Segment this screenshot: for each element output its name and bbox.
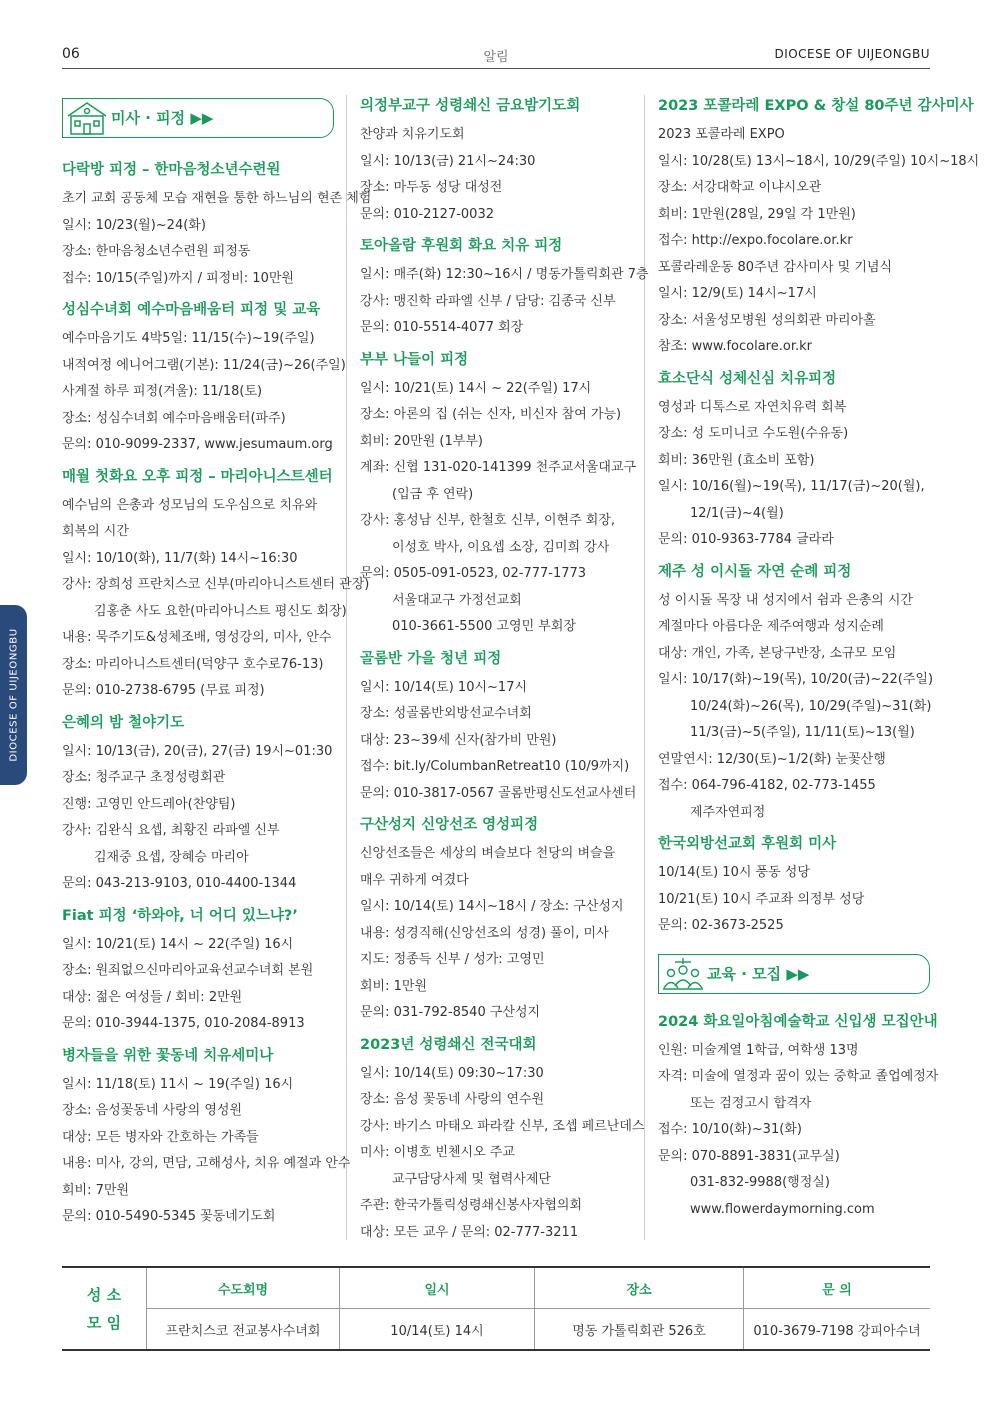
column-divider <box>346 95 347 1240</box>
col3-blocks-2 <box>658 1012 939 1224</box>
article-line: 일시: 10/16(월)~19(목), 11/17(금)~20(월), <box>658 479 925 494</box>
article-line: 찬양과 치유기도회 <box>360 127 465 142</box>
article-line: 회비: 7만원 <box>62 1182 130 1198</box>
article-line: 계좌: 신협 131-020-141399 천주교서울대교구 <box>360 460 637 475</box>
article-line: 인원: 미술계열 1학급, 여학생 13명 <box>658 1042 859 1058</box>
article-line: 회비: 20만원 (1부부) <box>360 433 483 449</box>
article-line: 내용: 묵주기도&성체조배, 영성강의, 미사, 안수 <box>62 630 332 645</box>
article-line: 일시: 10/13(금), 20(금), 27(금) 19시~01:30 <box>62 743 333 759</box>
article-line: 문의: 010-9363-7784 글라라 <box>658 532 834 547</box>
article-line: 접수: 10/10(화)~31(화) <box>658 1122 802 1137</box>
diocese-name: DIOCESE OF UIJEONGBU <box>774 47 930 61</box>
article-line: 장소: 음성꽃동네 사랑의 영성원 <box>62 1103 243 1118</box>
banner-label: 교육 · 모집 ▶▶ <box>707 964 810 983</box>
article-line: www.flowerdaymorning.com <box>690 1201 875 1217</box>
article-title: 골롬반 가을 청년 피정 <box>360 650 502 667</box>
article-title: 성심수녀회 예수마음배움터 피정 및 교육 <box>62 302 321 318</box>
article-line: 일시: 10/14(토) 14시~18시 / 장소: 구산성지 <box>360 899 624 914</box>
article-title: 병자들을 위한 꽃동네 치유세미나 <box>62 1047 274 1064</box>
banner-label: 미사 · 피정 ▶▶ <box>111 109 214 127</box>
article-line: 접수: bit.ly/ColumbanRetreat10 (10/9까지) <box>360 759 630 774</box>
article-line: 장소: 마두동 성당 대성전 <box>360 180 503 195</box>
article-line: 강사: 홍성남 신부, 한철호 신부, 이현주 회장, <box>360 513 616 528</box>
article-line: 12/1(금)~4(월) <box>690 505 784 521</box>
article-line: 사계절 하루 피정(겨울): 11/18(토) <box>62 384 263 399</box>
article-line: 10/24(화)~26(목), 10/29(주일)~31(화) <box>690 698 932 714</box>
article-line: 신앙선조들은 세상의 벼슬보다 천당의 벼슬을 <box>360 846 616 861</box>
article-line: 장소: 성 도미니코 수도원(수유동) <box>658 426 849 441</box>
article-line: 10/21(토) 10시 주교좌 의정부 성당 <box>658 891 865 907</box>
article-line: 또는 검정고시 합격자 <box>690 1095 812 1111</box>
article-line: 김홍춘 사도 요한(마리아니스트 평신도 회장) <box>94 603 347 619</box>
column-left <box>62 88 372 1231</box>
article-title: 은혜의 밤 철야기도 <box>62 714 185 731</box>
article-line: 진행: 고영민 안드레아(찬양팀) <box>62 796 236 812</box>
article-line: 내용: 성경직해(신앙선조의 성경) 풀이, 미사 <box>360 925 609 941</box>
article-line: 문의: 010-5514-4077 회장 <box>360 320 524 335</box>
article-line: 장소: 원죄없으신마리아교육선교수녀회 본원 <box>62 963 314 978</box>
header-contact: 문 의 <box>744 1267 931 1309</box>
article-title: 한국외방선교회 후원회 미사 <box>658 836 837 852</box>
column-right <box>658 88 980 1223</box>
article-line: 장소: 음성 꽃동네 사랑의 연수원 <box>360 1092 545 1107</box>
article-title: 2023 포콜라레 EXPO & 창설 80주년 감사미사 <box>658 98 974 114</box>
article-line: 장소: 성골롬반외방선교수녀회 <box>360 706 532 721</box>
article-line: 대상: 개인, 가족, 본당구반장, 소규모 모임 <box>658 645 897 661</box>
article-line: 문의: 031-792-8540 구산성지 <box>360 1005 541 1020</box>
article-line: 문의: 0505-091-0523, 02-777-1773 <box>360 566 587 581</box>
article-line: 접수: http://expo.focolare.or.kr <box>658 233 853 248</box>
article-line: 문의: 02-3673-2525 <box>658 918 784 933</box>
article-line: 대상: 모든 교우 / 문의: 02-777-3211 <box>360 1224 579 1240</box>
article-line: 포콜라레운동 80주년 감사미사 및 기념식 <box>658 259 892 275</box>
article-line: 이성호 박사, 이요셉 소장, 김미희 강사 <box>392 539 610 555</box>
page-number: 06 <box>62 46 80 62</box>
article-line: 접수: 064-796-4182, 02-773-1455 <box>658 778 876 793</box>
article-line: 회비: 1만원 <box>360 978 428 994</box>
article-line: 회복의 시간 <box>62 524 129 539</box>
article-line: 내적여정 에니어그램(기본): 11/24(금)~26(주일) <box>62 357 346 373</box>
side-tab <box>0 605 27 785</box>
article-line: 예수님의 은총과 성모님의 도우심으로 치유와 <box>62 497 318 513</box>
banner-mass-retreat <box>62 98 334 138</box>
article-line: 회비: 36만원 (효소비 포함) <box>658 452 815 468</box>
article-line: 접수: 10/15(주일)까지 / 피정비: 10만원 <box>62 270 294 286</box>
article-line: 문의: 010-3944-1375, 010-2084-8913 <box>62 1016 305 1031</box>
article-line: 장소: 서울성모병원 성의회관 마리아홀 <box>658 312 876 328</box>
article-title: 제주 성 이시돌 자연 순례 피정 <box>658 563 852 580</box>
article-line: 지도: 정종득 신부 / 성가: 고영민 <box>360 952 545 967</box>
article-title: 효소단식 성체신심 치유피정 <box>658 370 837 387</box>
article-line: 강사: 맹진학 라파엘 신부 / 담당: 김종국 신부 <box>360 293 616 309</box>
article-title: 의정부교구 성령쇄신 금요밤기도회 <box>360 98 581 114</box>
article-line: 내용: 미사, 강의, 면담, 고해성사, 치유 예절과 안수 <box>62 1156 351 1171</box>
article-line: 대상: 23~39세 신자(참가비 만원) <box>360 732 557 748</box>
article-line: 영성과 디톡스로 자연치유력 회복 <box>658 399 847 415</box>
article-line: 문의: 010-5490-5345 꽃동네기도회 <box>62 1209 276 1224</box>
article-line: 서울대교구 가정선교회 <box>392 592 522 608</box>
article-title: 구산성지 신앙선조 영성피정 <box>360 817 539 833</box>
col2-blocks <box>360 96 649 1246</box>
article-line: 성 이시돌 목장 내 성지에서 쉼과 은총의 시간 <box>658 592 913 608</box>
table-row <box>62 1309 930 1351</box>
col1-blocks <box>62 160 372 1231</box>
article-line: 11/3(금)~5(주일), 11/11(토)~13(월) <box>690 725 915 740</box>
article-line: 제주자연피정 <box>690 804 766 820</box>
article-line: 강사: 장희성 프란치스코 신부(마리아니스트센터 관장) <box>62 577 370 592</box>
section-title: 알림 <box>483 50 509 65</box>
article-line: 031-832-9988(행정실) <box>690 1175 830 1190</box>
article-line: 장소: 서강대학교 이냐시오관 <box>658 180 822 195</box>
article-title: Fiat 피정 ‘하와야, 너 어디 있느냐?’ <box>62 907 298 924</box>
article-line: 장소: 한마음청소년수련원 피정동 <box>62 244 251 259</box>
article-line: 문의: 010-2738-6795 (무료 피정) <box>62 683 265 698</box>
article-line: 계절마다 아름다운 제주여행과 성지순례 <box>658 619 884 634</box>
article-line: 문의: 010-3817-0567 골롬반평신도선교사센터 <box>360 785 637 801</box>
cell-contact: 010-3679-7198 강피아수녀 <box>744 1309 931 1351</box>
cell-datetime: 10/14(토) 14시 <box>340 1309 535 1351</box>
article-line: 010-3661-5500 고영민 부회장 <box>392 619 576 634</box>
article-line: 일시: 10/23(월)~24(화) <box>62 217 206 233</box>
article-line: 자격: 미술에 열정과 꿈이 있는 중학교 졸업예정자 <box>658 1069 939 1084</box>
article-line: 일시: 10/17(화)~19(목), 10/20(금)~22(주일) <box>658 672 934 687</box>
row-label-line: 성 소 <box>86 1285 122 1304</box>
article-line: 문의: 070-8891-3831(교무실) <box>658 1148 840 1164</box>
article-line: 일시: 10/10(화), 11/7(화) 14시~16:30 <box>62 550 298 566</box>
article-title: 다락방 피정 – 한마음청소년수련원 <box>62 162 281 178</box>
table-header-row <box>62 1267 930 1309</box>
article-line: 미사: 이병호 빈첸시오 주교 <box>360 1145 515 1160</box>
article-title: 2023년 성령쇄신 전국대회 <box>360 1036 537 1053</box>
article-line: 강사: 김완식 요셉, 최황진 라파엘 신부 <box>62 823 280 838</box>
article-line: 김재중 요셉, 장혜승 마리아 <box>94 849 249 865</box>
article-line: 문의: 043-213-9103, 010-4400-1344 <box>62 876 297 891</box>
article-line: (입금 후 연락) <box>392 486 474 502</box>
column-middle <box>360 88 649 1246</box>
article-line: 회비: 1만원(28일, 29일 각 1만원) <box>658 206 856 222</box>
article-title: 2024 화요일아침예술학교 신입생 모집안내 <box>658 1013 938 1030</box>
article-line: 일시: 10/13(금) 21시~24:30 <box>360 153 536 169</box>
article-line: 일시: 11/18(토) 11시 ~ 19(주일) 16시 <box>62 1076 294 1092</box>
article-title: 매월 첫화요 오후 피정 – 마리아니스트센터 <box>62 468 333 485</box>
article-line: 10/14(토) 10시 풍동 성당 <box>658 865 810 880</box>
article-line: 강사: 바기스 마태오 파라칼 신부, 조셉 페르난데스 <box>360 1118 645 1134</box>
page-header <box>62 40 930 69</box>
article-line: 매우 귀하게 여겼다 <box>360 872 469 888</box>
article-line: 문의: 010-9099-2337, www.jesumaum.org <box>62 437 333 452</box>
article-line: 주관: 한국가톨릭성령쇄신봉사자협의회 <box>360 1198 582 1213</box>
row-label-line: 모 임 <box>86 1313 122 1332</box>
article-line: 대상: 모든 병자와 간호하는 가족들 <box>62 1129 259 1145</box>
article-line: 연말연시: 12/30(토)~1/2(화) 눈꽃산행 <box>658 751 886 767</box>
article-line: 일시: 매주(화) 12:30~16시 / 명동가톨릭회관 7층 <box>360 267 649 282</box>
article-line: 대상: 젊은 여성들 / 회비: 2만원 <box>62 989 243 1005</box>
col3-blocks <box>658 96 980 940</box>
header-place: 장소 <box>535 1267 744 1309</box>
article-line: 일시: 10/21(토) 14시 ~ 22(주일) 17시 <box>360 380 592 396</box>
article-line: 일시: 10/28(토) 13시~18시, 10/29(주일) 10시~18시 <box>658 153 980 169</box>
article-title: 토아올람 후원회 화요 치유 피정 <box>360 238 563 254</box>
article-line: 2023 포콜라레 EXPO <box>658 127 785 142</box>
vocation-meeting-table <box>62 1266 930 1351</box>
article-line: 문의: 010-2127-0032 <box>360 206 494 222</box>
house-icon <box>65 100 109 136</box>
article-line: 일시: 10/21(토) 14시 ~ 22(주일) 16시 <box>62 936 294 952</box>
article-line: 초기 교회 공동체 모습 재현을 통한 하느님의 현존 체험 <box>62 191 372 206</box>
cell-order-name: 프란치스코 전교봉사수녀회 <box>147 1309 340 1351</box>
article-line: 장소: 아론의 집 (쉬는 신자, 비신자 참여 가능) <box>360 407 622 422</box>
article-line: 장소: 성심수녀회 예수마음배움터(파주) <box>62 410 286 426</box>
article-line: 일시: 10/14(토) 09:30~17:30 <box>360 1065 544 1081</box>
header-order-name: 수도회명 <box>147 1267 340 1309</box>
article-line: 참조: www.focolare.or.kr <box>658 339 812 354</box>
article-line: 일시: 12/9(토) 14시~17시 <box>658 286 817 301</box>
group-people-icon <box>661 956 705 992</box>
banner-education-recruit <box>658 954 930 994</box>
article-title: 부부 나들이 피정 <box>360 351 469 368</box>
cell-place: 명동 가톨릭회관 526호 <box>535 1309 744 1351</box>
header-datetime: 일시 <box>340 1267 535 1309</box>
article-line: 장소: 청주교구 초정성령회관 <box>62 770 226 785</box>
side-tab-label: DIOCESE OF UIJEONGBU <box>8 628 19 762</box>
article-line: 교구담당사제 및 협력사제단 <box>392 1171 551 1187</box>
article-line: 일시: 10/14(토) 10시~17시 <box>360 679 528 695</box>
article-line: 예수마음기도 4박5일: 11/15(수)~19(주일) <box>62 331 315 346</box>
table-row-label <box>62 1267 147 1350</box>
article-line: 장소: 마리아니스트센터(덕양구 호수로76-13) <box>62 656 324 672</box>
